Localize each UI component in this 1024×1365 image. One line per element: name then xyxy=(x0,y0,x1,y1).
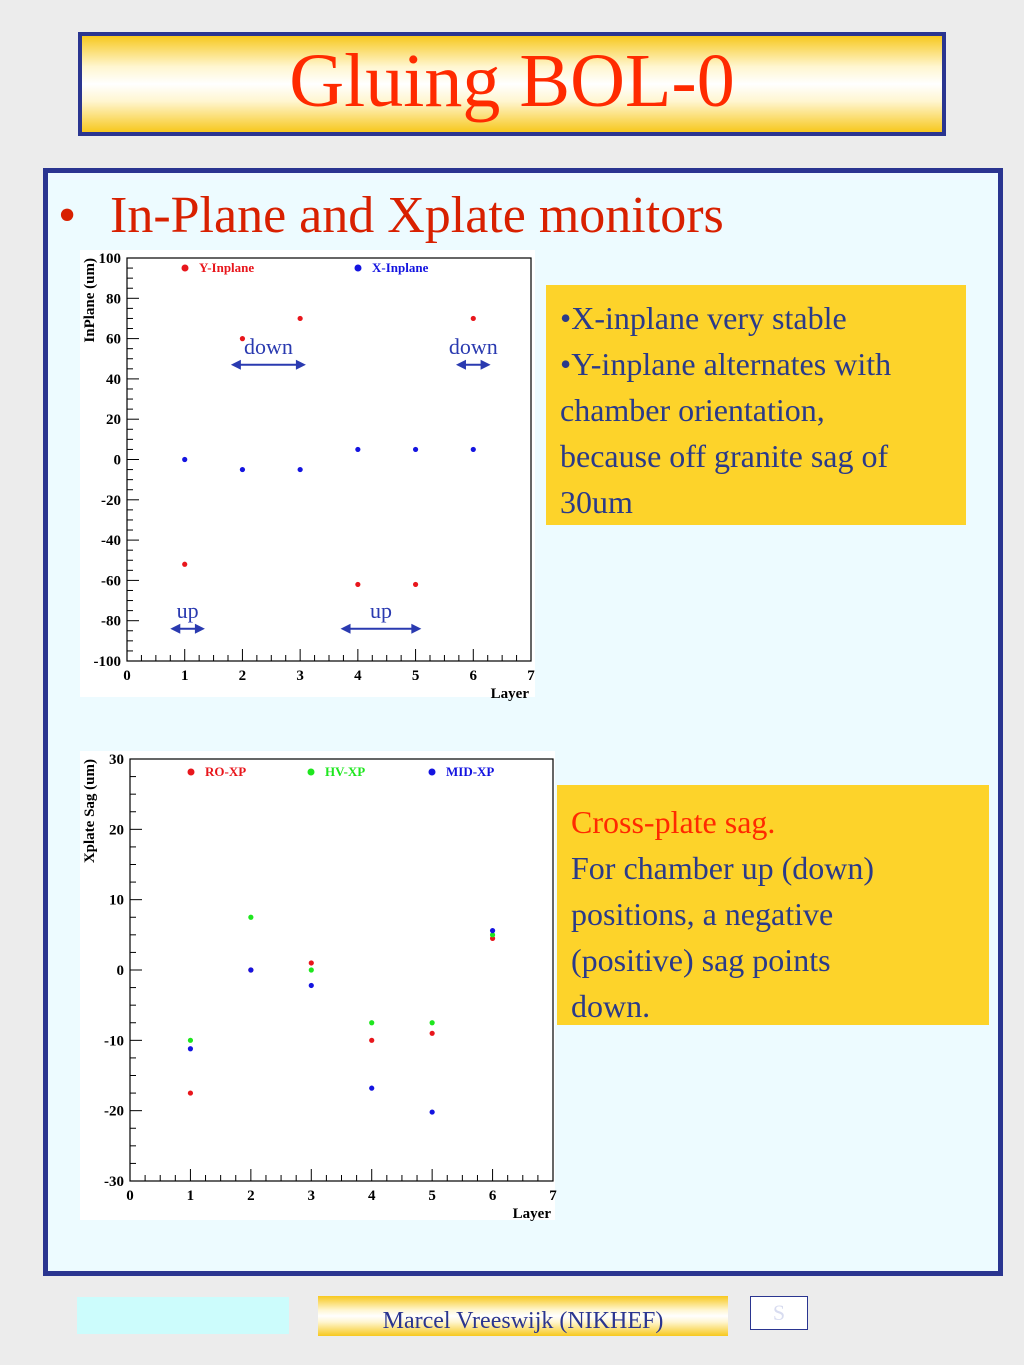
note-line: •Y-inplane alternates with xyxy=(560,346,892,382)
y-tick-label: 30 xyxy=(109,752,124,768)
data-point xyxy=(369,1020,374,1025)
slide-title: Gluing BOL-0 xyxy=(289,39,735,123)
y-tick-label: 100 xyxy=(98,251,121,267)
y-tick-label: -40 xyxy=(101,533,121,550)
footer-slide-number: S xyxy=(750,1296,808,1330)
x-tick-label: 0 xyxy=(126,1188,134,1204)
note-line: •X-inplane very stable xyxy=(560,300,847,336)
inplane-chart xyxy=(80,250,535,702)
x-tick-label: 3 xyxy=(307,1188,316,1204)
data-point xyxy=(471,447,476,452)
x-tick-label: 5 xyxy=(411,668,420,684)
data-point xyxy=(248,967,253,972)
y-tick-label: 0 xyxy=(113,452,121,469)
chart-background xyxy=(80,250,535,697)
data-point xyxy=(471,316,476,321)
annotation-label: down xyxy=(448,333,498,359)
x-tick-label: 5 xyxy=(428,1188,436,1204)
x-tick-label: 2 xyxy=(238,668,247,684)
legend-marker xyxy=(429,769,436,776)
y-tick-label: 60 xyxy=(106,331,121,348)
data-point xyxy=(309,983,314,988)
x-tick-label: 1 xyxy=(180,668,189,684)
data-point xyxy=(298,467,303,472)
annotation-label: up xyxy=(369,597,392,623)
annotation-label: up xyxy=(176,597,199,623)
note-line: For chamber up (down) xyxy=(571,850,875,886)
x-tick-label: 7 xyxy=(527,668,535,684)
y-axis-title: InPlane (um) xyxy=(82,258,98,343)
data-point xyxy=(188,1038,193,1043)
footer-author: Marcel Vreeswijk (NIKHEF) xyxy=(318,1296,728,1336)
y-tick-label: -100 xyxy=(93,654,121,670)
legend-label: Y-Inplane xyxy=(199,260,255,275)
x-tick-label: 3 xyxy=(296,668,304,684)
legend-label: RO-XP xyxy=(205,764,247,779)
data-point xyxy=(430,1020,435,1025)
x-tick-label: 2 xyxy=(247,1188,255,1204)
note-line: down. xyxy=(571,988,651,1024)
y-tick-label: -20 xyxy=(101,492,121,509)
data-point xyxy=(188,1090,193,1095)
y-tick-label: 40 xyxy=(106,371,121,388)
legend-label: X-Inplane xyxy=(372,260,429,275)
y-tick-label: -20 xyxy=(104,1103,124,1120)
data-point xyxy=(355,447,360,452)
section-heading xyxy=(58,186,724,245)
y-tick-label: 20 xyxy=(106,412,121,429)
data-point xyxy=(240,467,245,472)
legend-marker xyxy=(182,265,189,272)
data-point xyxy=(413,582,418,587)
y-tick-label: 10 xyxy=(109,892,124,909)
data-point xyxy=(248,915,253,920)
y-tick-label: -30 xyxy=(104,1174,124,1190)
x-tick-label: 1 xyxy=(186,1188,195,1204)
y-tick-label: -60 xyxy=(101,573,121,590)
title-banner xyxy=(78,32,946,136)
y-tick-label: 0 xyxy=(116,963,124,979)
data-point xyxy=(182,457,187,462)
legend-marker xyxy=(355,265,362,272)
x-tick-label: 4 xyxy=(354,668,362,684)
x-tick-label: 4 xyxy=(367,1188,376,1204)
heading-text: In-Plane and Xplate monitors xyxy=(110,187,724,244)
inplane-note xyxy=(546,285,966,525)
legend-marker xyxy=(188,769,195,776)
annotation-label: down xyxy=(243,333,293,359)
x-axis-title: Layer xyxy=(512,1206,551,1222)
note-title: Cross-plate sag. xyxy=(571,804,776,840)
data-point xyxy=(413,447,418,452)
note-line: 30um xyxy=(560,484,633,520)
note-line: chamber orientation, xyxy=(560,392,825,428)
data-point xyxy=(188,1046,193,1051)
data-point xyxy=(430,1109,435,1114)
data-point xyxy=(369,1038,374,1043)
y-tick-label: 20 xyxy=(109,822,124,839)
x-tick-label: 7 xyxy=(549,1188,557,1204)
xplate-note xyxy=(557,785,989,1025)
data-point xyxy=(182,562,187,567)
y-tick-label: -10 xyxy=(104,1033,124,1050)
data-point xyxy=(298,316,303,321)
note-line: because off granite sag of xyxy=(560,438,889,474)
data-point xyxy=(355,582,360,587)
legend-marker xyxy=(308,769,315,776)
footer-date-box xyxy=(77,1297,289,1334)
data-point xyxy=(309,960,314,965)
data-point xyxy=(309,967,314,972)
legend-label: HV-XP xyxy=(325,764,366,779)
x-tick-label: 6 xyxy=(488,1188,497,1204)
xplate-chart xyxy=(80,751,555,1220)
note-line: positions, a negative xyxy=(571,896,834,932)
y-tick-label: 80 xyxy=(106,291,121,308)
legend-label: MID-XP xyxy=(446,764,495,779)
x-tick-label: 0 xyxy=(123,668,131,684)
note-line: (positive) sag points xyxy=(571,942,831,978)
y-axis-title: Xplate Sag (um) xyxy=(82,759,98,864)
y-tick-label: -80 xyxy=(101,613,121,630)
chart-background xyxy=(80,751,555,1220)
data-point xyxy=(369,1086,374,1091)
bullet-icon: • xyxy=(58,187,77,244)
x-axis-title: Layer xyxy=(490,686,529,702)
data-point xyxy=(430,1031,435,1036)
data-point xyxy=(490,928,495,933)
x-tick-label: 6 xyxy=(469,668,478,684)
